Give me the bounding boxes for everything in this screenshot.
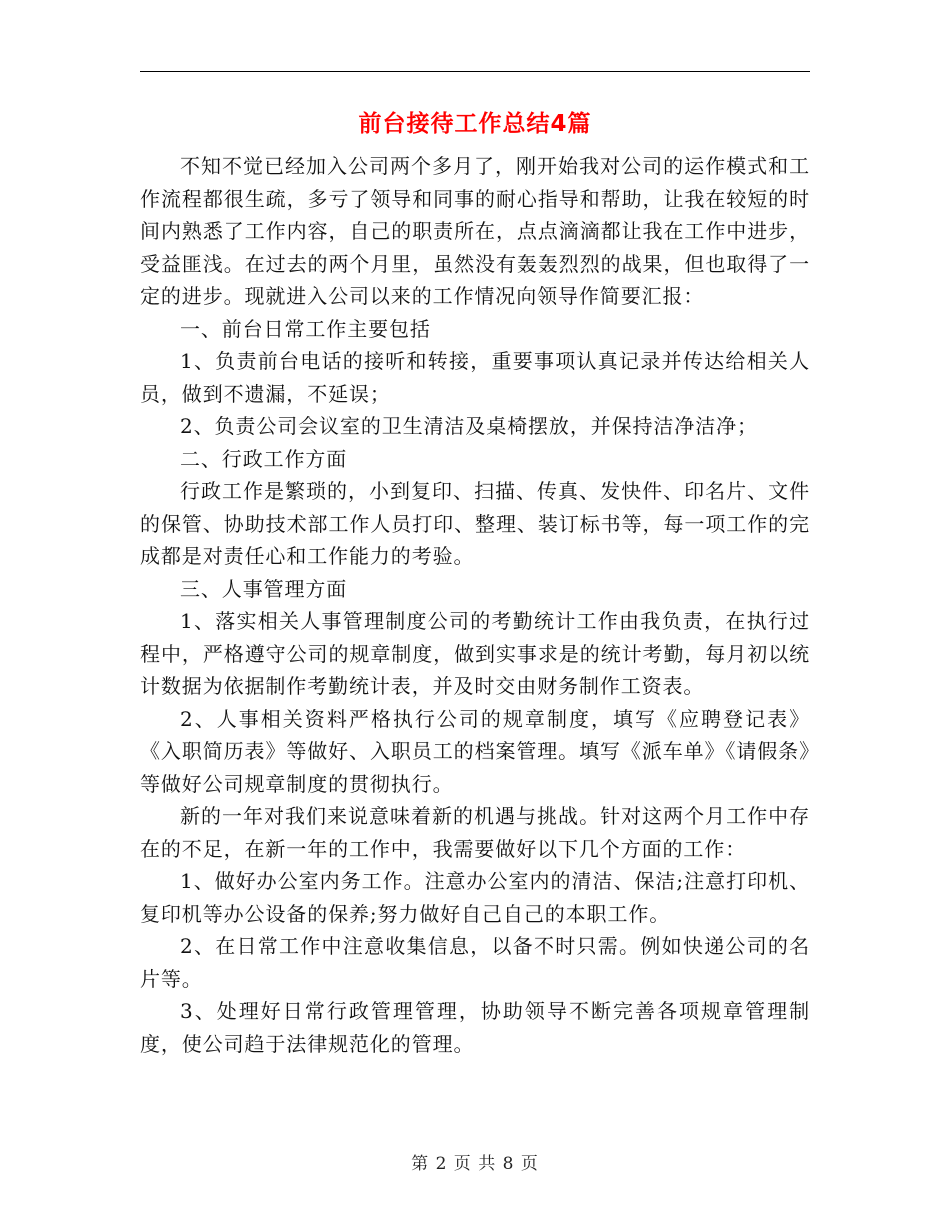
section-heading-admin: 二、行政工作方面 [180,446,348,471]
paragraph-plan-item-3: 3、处理好日常行政管理管理，协助领导不断完善各项规章管理制度，使公司趋于法律规范化的管理。 [140,999,810,1056]
page-number: 第 2 页 共 8 页 [411,1154,539,1174]
paragraph-front-desk-item-2: 2、负责公司会议室的卫生清洁及桌椅摆放，并保持洁净洁净； [180,414,758,438]
paragraph-hr-item-1: 1、落实相关人事管理制度公司的考勤统计工作由我负责，在执行过程中，严格遵守公司的规章制度，做到实事求是的统计考勤，每月初以统计数据为依据制作考勤统计表，并及时交由财务制作工资表。 [140,609,810,698]
paragraph-plan-item-1: 1、做好办公室内务工作。注意办公室内的清洁、保洁;注意打印机、复印机等办公设备的保养;努力做好自己自己的本职工作。 [140,869,810,926]
section-heading-front-desk: 一、前台日常工作主要包括 [180,316,431,341]
document-body [140,150,810,1060]
paragraph-intro: 不知不觉已经加入公司两个多月了，刚开始我对公司的运作模式和工作流程都很生疏，多亏了领导和同事的耐心指导和帮助，让我在较短的时间内熟悉了工作内容，自己的职责所在，点点滴滴都让我在工作中进步，受益匪浅。在过去的两个月里，虽然没有轰轰烈烈的战果，但也取得了一定的进步。现就进入公司以来的工作情况向领导作简要汇报： [140,154,810,308]
paragraph-front-desk-item-1: 1、负责前台电话的接听和转接，重要事项认真记录并传达给相关人员，做到不遗漏，不延误； [140,349,810,406]
section-heading-hr: 三、人事管理方面 [180,576,348,601]
paragraph-plan-item-2: 2、在日常工作中注意收集信息，以备不时只需。例如快递公司的名片等。 [140,934,810,991]
header-rule [140,71,810,72]
paragraph-admin: 行政工作是繁琐的，小到复印、扫描、传真、发快件、印名片、文件的保管、协助技术部工作人员打印、整理、装订标书等，每一项工作的完成都是对责任心和工作能力的考验。 [140,479,810,568]
paragraph-new-year: 新的一年对我们来说意味着新的机遇与挑战。针对这两个月工作中存在的不足，在新一年的工作中，我需要做好以下几个方面的工作： [140,804,810,861]
paragraph-hr-item-2: 2、人事相关资料严格执行公司的规章制度，填写《应聘登记表》《入职简历表》等做好、入职员工的档案管理。填写《派车单》《请假条》等做好公司规章制度的贯彻执行。 [140,706,810,796]
document-title: 前台接待工作总结4篇 [358,111,592,137]
